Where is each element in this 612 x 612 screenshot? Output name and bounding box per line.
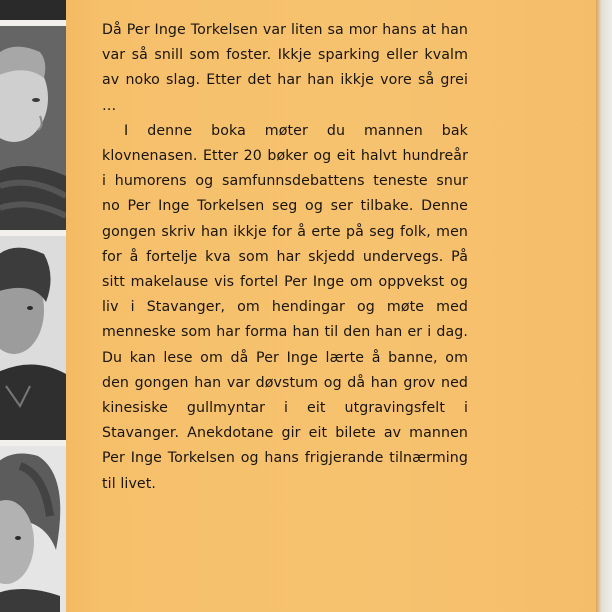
blurb-paragraph-intro: Då Per Inge Torkelsen var liten sa mor hans at han var så snill som foster. Ikkje sparking eller kvalm av noko slag. Etter det har han ikkje vore så grei … [102, 22, 468, 114]
back-cover-blurb [102, 18, 468, 497]
book-spine-edge [596, 0, 612, 612]
young-man-portrait-icon [0, 236, 66, 440]
blurb-paragraph-main: I denne boka møter du mannen bak klovnenasen. Etter 20 bøker og eit halvt hundreår i humorens og samfunnsdebattens teneste snur no Per Inge Torkelsen seg og ser tilbake. Denne gongen skriv han ikkje for å erte på seg folk, men for å fortelje kva som har skjedd undervegs. På sitt makelause vis fortel Per Inge om oppvekst og liv i Stavanger, om hendingar og møte med menneske som har forma han til den han er i dag. Du kan lese om då Per Inge lærte å banne, om den gongen han var døvstum og då han grov ned kinesiske gullmyntar i eit utgravingsfelt i Stavanger. Anekdotane gir eit bilete av mannen Per Inge Torkelsen og hans frigjerande tilnærming til livet. [102, 122, 468, 492]
curly-hair-portrait-icon [0, 446, 66, 612]
child-portrait-icon [0, 26, 66, 230]
top-photo-fragment [0, 0, 66, 20]
photo-strip [0, 0, 66, 612]
